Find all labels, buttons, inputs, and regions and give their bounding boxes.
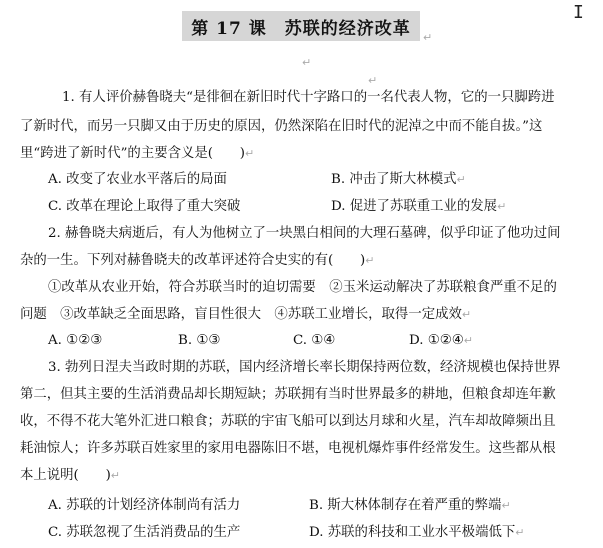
q1-stem-line-1: 1. 有人评价赫鲁晓夫“是徘徊在新旧时代十字路口的一名代表人物，它的一只脚跨进 — [62, 90, 555, 105]
q2-option-d[interactable]: D. ①②④↵ — [409, 333, 474, 348]
paragraph-mark-icon: ↵ — [515, 526, 525, 539]
paragraph-mark-icon: ↵ — [461, 308, 472, 321]
q3-stem-line-4: 耗油惊人；许多苏联百姓家里的家用电器陈旧不堪，电视机爆炸事件经常发生。这些都从根 — [20, 441, 556, 456]
q1-option-c[interactable]: C. 改革在理论上取得了重大突破 — [48, 199, 241, 214]
paragraph-mark-icon: ↵ — [302, 56, 312, 69]
q1-option-d[interactable]: D. 促进了苏联重工业的发展↵ — [331, 199, 507, 214]
q1-option-a[interactable]: A. 改变了农业水平落后的局面 — [48, 172, 227, 187]
q2-statements-line-1: ①改革从农业开始，符合苏联当时的迫切需要 ②玉米运动解决了苏联粮食严重不足的 — [48, 280, 557, 295]
text-cursor-icon: I — [573, 2, 584, 23]
q1-option-b[interactable]: B. 冲击了斯大林模式↵ — [331, 172, 466, 187]
q1-stem-line-2: 了新时代，而另一只脚又由于历史的原因，仍然深陷在旧时代的泥淖之中而不能自拔。”这 — [20, 119, 543, 134]
paragraph-mark-icon: ↵ — [110, 469, 121, 482]
q3-option-d[interactable]: D. 苏联的科技和工业水平极端低下↵ — [309, 525, 525, 540]
paragraph-mark-icon: ↵ — [497, 200, 507, 213]
paragraph-mark-icon: ↵ — [368, 74, 378, 87]
q2-option-c[interactable]: C. ①④ — [293, 333, 336, 348]
q3-option-c[interactable]: C. 苏联忽视了生活消费品的生产 — [48, 525, 241, 540]
q3-stem-line-3: 收，不得不花大笔外汇进口粮食；苏联的宇宙飞船可以到达月球和火星，汽车却故障频出且 — [20, 414, 556, 429]
q2-option-a[interactable]: A. ①②③ — [48, 333, 103, 348]
paragraph-mark-icon: ↵ — [365, 254, 375, 267]
paragraph-mark-icon: ↵ — [501, 499, 511, 512]
lesson-title — [182, 11, 420, 41]
q3-option-a[interactable]: A. 苏联的计划经济体制尚有活力 — [48, 498, 241, 513]
q2-option-b[interactable]: B. ①③ — [178, 333, 221, 348]
q3-stem-line-5: 本上说明( )↵ — [20, 468, 121, 483]
paragraph-mark-icon: ↵ — [245, 147, 255, 160]
paragraph-mark-icon: ↵ — [456, 173, 466, 186]
q3-stem-line-1: 3. 勃列日涅夫当政时期的苏联，国内经济增长率长期保持两位数，经济规模也保持世界 — [48, 360, 561, 375]
q2-stem-line-2: 杂的一生。下列对赫鲁晓夫的改革评述符合史实的有( )↵ — [20, 253, 375, 268]
lesson-title-text: 第 17 课 苏联的经济改革 — [191, 18, 411, 39]
q3-stem-line-2: 第二，但其主要的生活消费品却长期短缺；苏联拥有当时世界最多的耕地，但粮食却连年歉 — [20, 387, 556, 402]
q3-option-b[interactable]: B. 斯大林体制存在着严重的弊端↵ — [309, 498, 511, 513]
paragraph-mark-icon: ↵ — [423, 31, 433, 44]
q1-stem-line-3: 里“跨进了新时代”的主要含义是( )↵ — [20, 146, 255, 161]
paragraph-mark-icon: ↵ — [463, 334, 474, 347]
q2-stem-line-1: 2. 赫鲁晓夫病逝后，有人为他树立了一块黑白相间的大理石墓碑，似乎印证了他功过间 — [48, 226, 561, 241]
q2-statements-line-2: 问题 ③改革缺乏全面思路，盲目性很大 ④苏联工业增长，取得一定成效↵ — [20, 307, 472, 322]
